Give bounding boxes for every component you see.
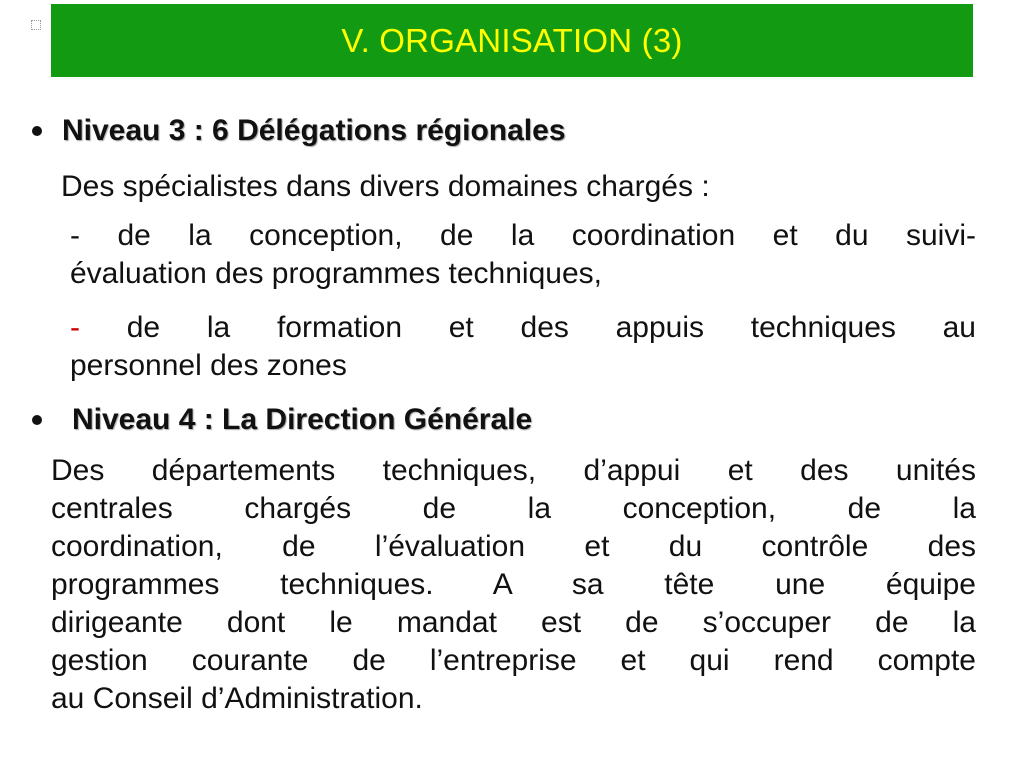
- section4-bullet: [32, 403, 532, 437]
- bullet-icon: [32, 126, 42, 136]
- section4-line: Des départements techniques, d’appui et des unités: [51, 454, 976, 487]
- section4-line: gestion courante de l’entreprise et qui rend compte: [51, 644, 976, 677]
- section4-line: centrales chargés de la conception, de la: [51, 492, 976, 525]
- section3-heading: Niveau 3 : 6 Délégations régionales: [62, 114, 566, 147]
- section4-line: coordination, de l’évaluation et du contrôle des: [51, 530, 976, 563]
- section4-heading: Niveau 4 : La Direction Générale: [72, 403, 533, 436]
- section3-item2-line1-text: de la formation et des appuis techniques au: [80, 311, 976, 344]
- bullet-icon: [32, 415, 42, 425]
- slide-title: V. ORGANISATION (3): [341, 21, 683, 59]
- section3-item2: [70, 309, 976, 385]
- placeholder-marker: [31, 20, 41, 30]
- section3-intro: [61, 168, 961, 206]
- section3-intro-text: Des spécialistes dans divers domaines chargés :: [61, 170, 710, 203]
- section3-item1-line1: - de la conception, de la coordination et du suivi-: [70, 219, 976, 252]
- section4-line: au Conseil d’Administration.: [51, 682, 423, 715]
- section3-item2-dash: -: [70, 311, 80, 344]
- section3-item2-line1: [70, 309, 976, 347]
- section3-item2-line2: personnel des zones: [70, 349, 347, 382]
- section4-line: programmes techniques. A sa tête une équipe: [51, 568, 976, 601]
- section4-line: dirigeante dont le mandat est de s’occuper de la: [51, 606, 976, 639]
- section3-item1: [70, 217, 976, 293]
- section3-item1-line2: évaluation des programmes techniques,: [70, 257, 602, 290]
- title-bar: [51, 4, 973, 77]
- section3-bullet: [32, 114, 566, 148]
- section4-body: [51, 452, 976, 718]
